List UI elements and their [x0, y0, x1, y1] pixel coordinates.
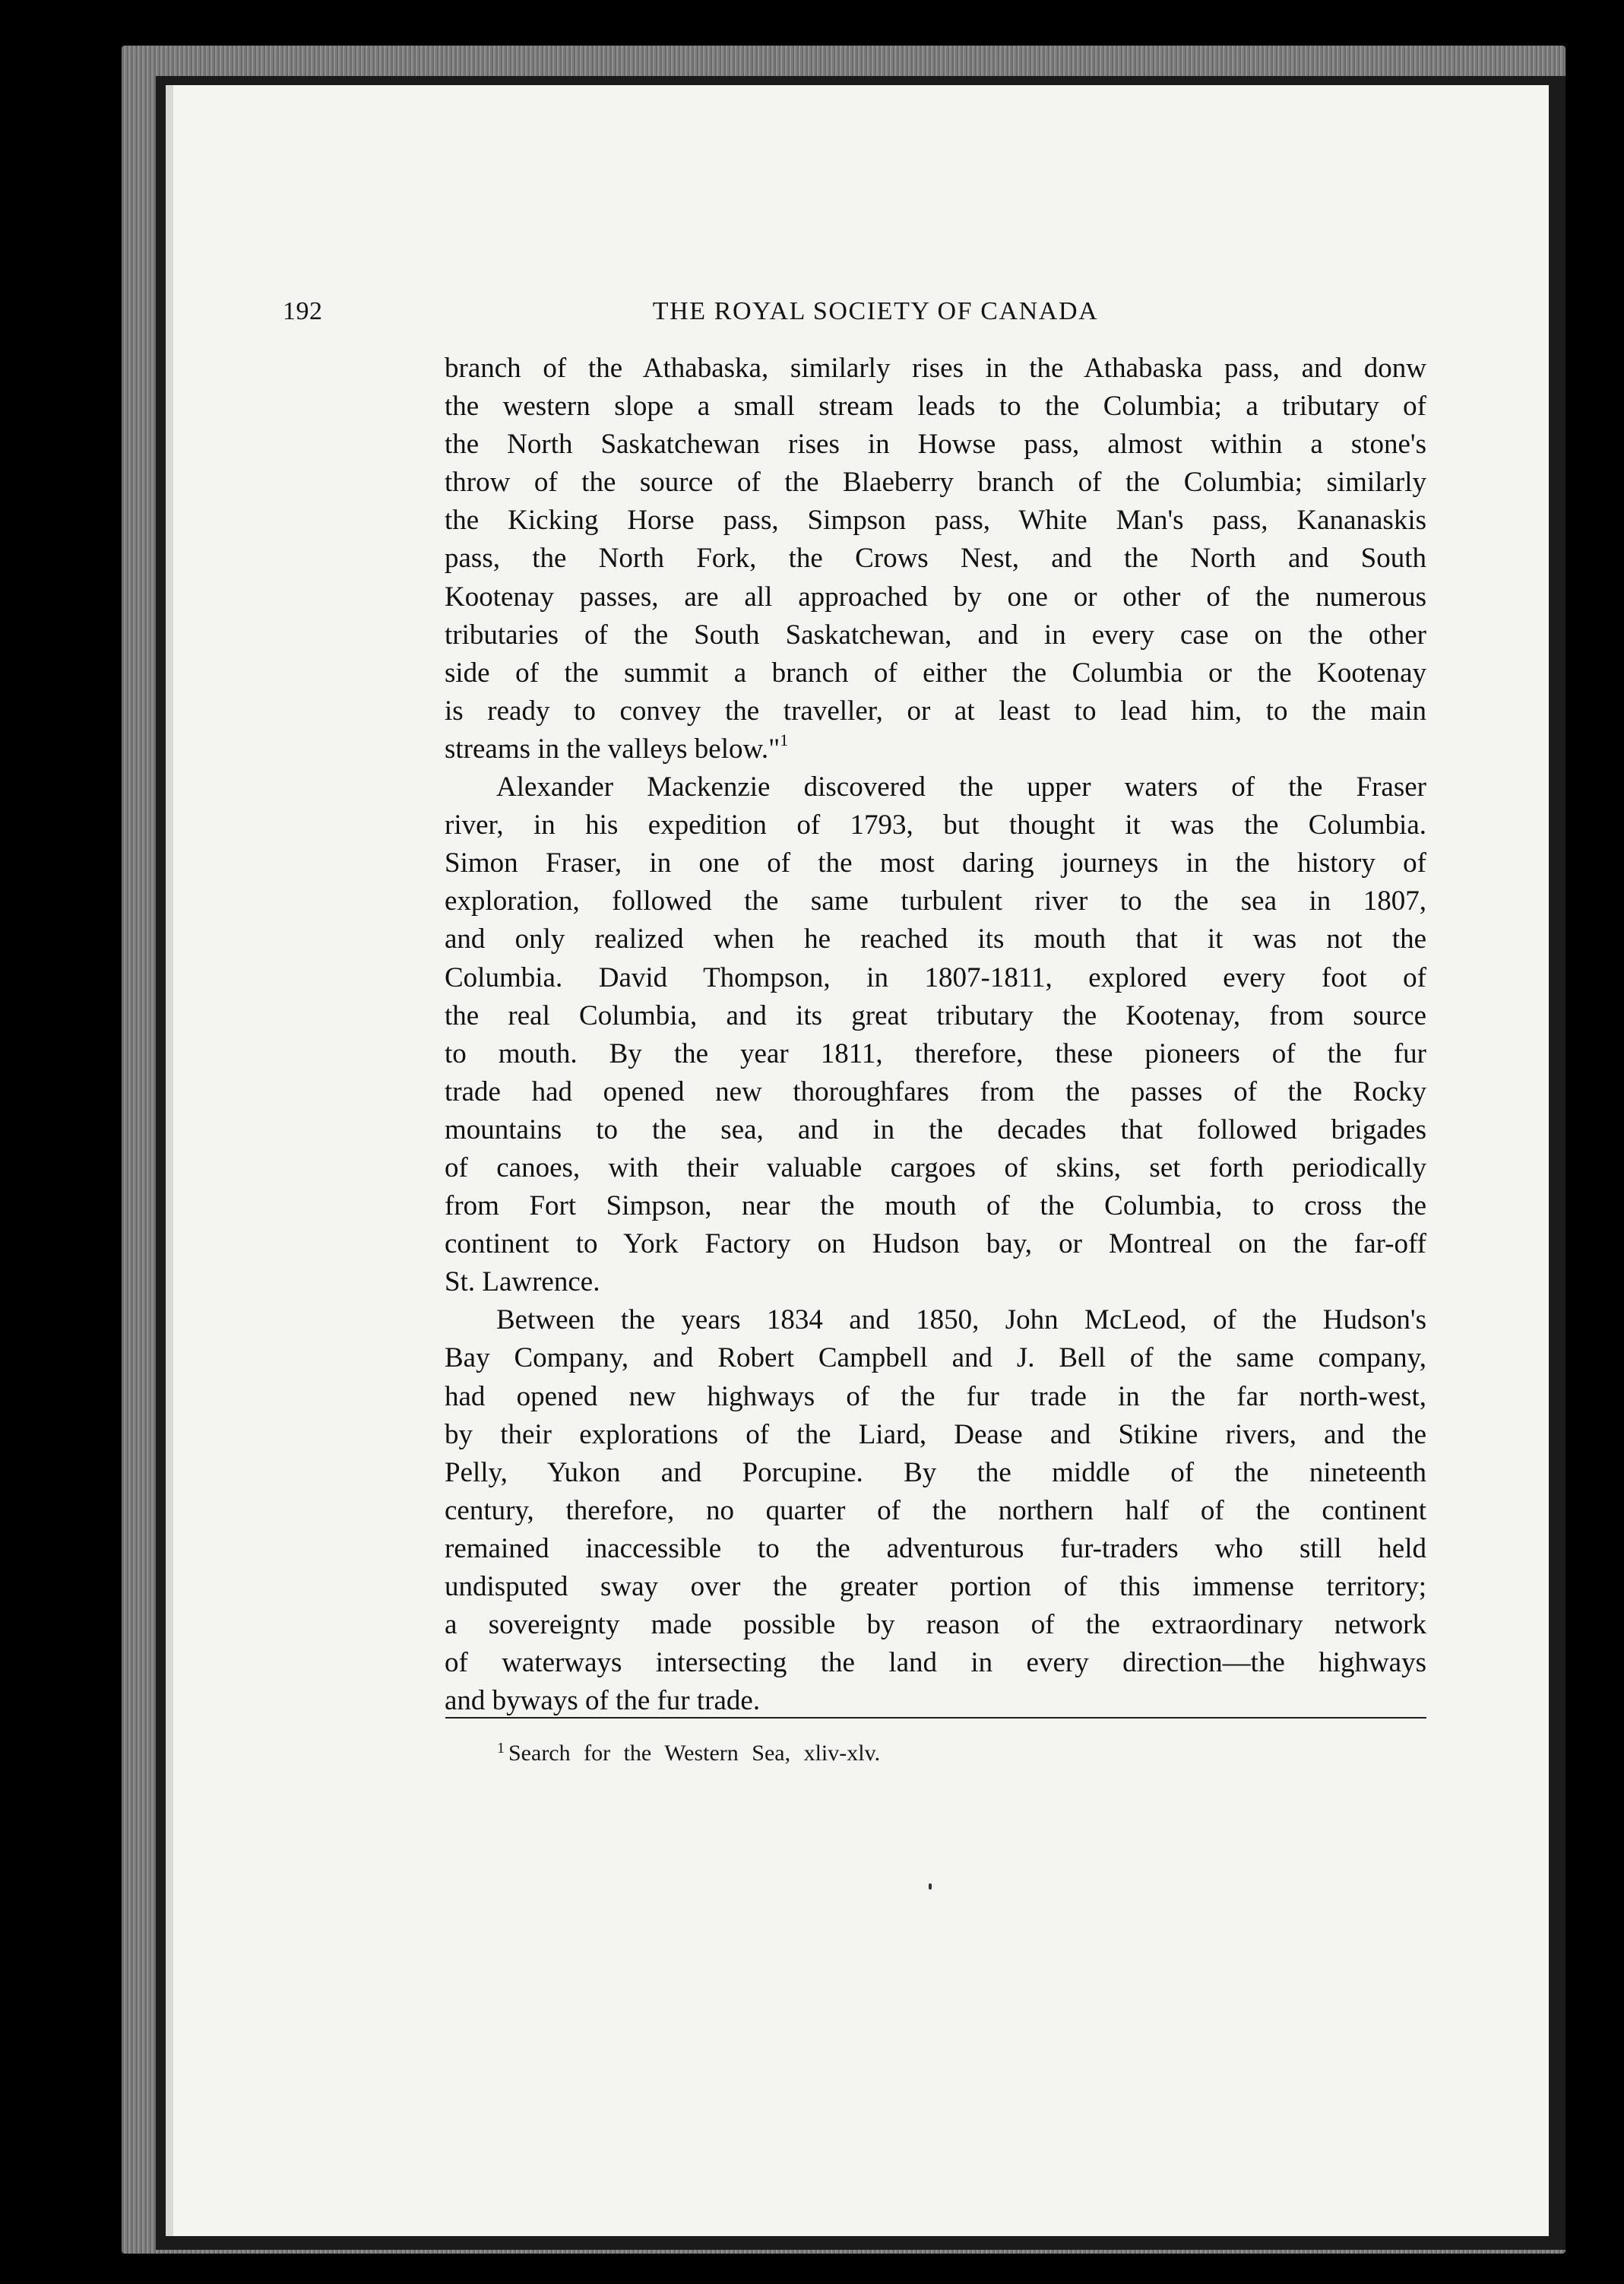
footnote-divider [445, 1717, 1426, 1719]
text-line: to mouth. By the year 1811, therefore, these pioneers of the fur [445, 1037, 1426, 1069]
text-line: Columbia. David Thompson, in 1807-1811, explored every foot of [445, 961, 1426, 993]
text-line: remained inaccessible to the adventurous fur-traders who still held [445, 1532, 1426, 1564]
footnote-reference: 1 [780, 730, 789, 749]
paragraph-last-line: St. Lawrence. [445, 1266, 600, 1298]
text-line: the real Columbia, and its great tributary the Kootenay, from source [445, 999, 1426, 1031]
text-line: throw of the source of the Blaeberry branch of the Columbia; similarly [445, 467, 1426, 499]
text-line: from Fort Simpson, near the mouth of the Columbia, to cross the [445, 1190, 1426, 1222]
paragraph-last-line: and byways of the fur trade. [445, 1685, 761, 1717]
text-line: Kootenay passes, are all approached by one or other of the numerous [445, 581, 1426, 613]
text-line: of waterways intersecting the land in every direction—the highways [445, 1647, 1426, 1679]
paragraph-first-line: Alexander Mackenzie discovered the upper waters of the Fraser [496, 771, 1426, 803]
text-line: trade had opened new thoroughfares from the passes of the Rocky [445, 1075, 1426, 1107]
paragraph-first-line: Between the years 1834 and 1850, John McLeod, of the Hudson's [496, 1304, 1426, 1336]
text-line: side of the summit a branch of either the Columbia or the Kootenay [445, 657, 1426, 689]
text-line: and only realized when he reached its mouth that it was not the [445, 923, 1426, 955]
page-header [283, 293, 1426, 331]
text-line: tributaries of the South Saskatchewan, and in every case on the other [445, 619, 1426, 651]
text-line: the western slope a small stream leads to the Columbia; a tributary of [445, 391, 1426, 423]
text-line: continent to York Factory on Hudson bay, or Montreal on the far-off [445, 1228, 1426, 1260]
text-line: had opened new highways of the fur trade in the far north-west, [445, 1380, 1426, 1412]
page-speck [929, 1883, 932, 1890]
text-line: Bay Company, and Robert Campbell and J. Bell of the same company, [445, 1342, 1426, 1374]
text-line: is ready to convey the traveller, or at least to lead him, to the main [445, 695, 1426, 727]
text-line: branch of the Athabaska, similarly rises in the Athabaska pass, and donw [445, 353, 1426, 384]
text-line: undisputed sway over the greater portion of this immense territory; [445, 1571, 1426, 1602]
text-line: exploration, followed the same turbulent river to the sea in 1807, [445, 885, 1426, 917]
text-line: pass, the North Fork, the Crows Nest, and the North and South [445, 543, 1426, 575]
text-line: streams in the valleys below." [445, 733, 780, 765]
text-line: a sovereignty made possible by reason of the extraordinary network [445, 1609, 1426, 1641]
running-head: THE ROYAL SOCIETY OF CANADA [652, 297, 1099, 325]
body-text [445, 350, 1426, 1720]
text-line: mountains to the sea, and in the decades that followed brigades [445, 1113, 1426, 1145]
text-line: the North Saskatchewan rises in Howse pass, almost within a stone's [445, 429, 1426, 461]
text-line: of canoes, with their valuable cargoes of skins, set forth periodically [445, 1152, 1426, 1183]
page-number: 192 [283, 297, 323, 325]
footnote [497, 1738, 1409, 1772]
footnote-text: Search for the Western Sea, xliv-xlv. [508, 1741, 881, 1766]
text-line: by their explorations of the Liard, Dease and Stikine rivers, and the [445, 1418, 1426, 1450]
text-line: Simon Fraser, in one of the most daring journeys in the history of [445, 847, 1426, 879]
text-line: century, therefore, no quarter of the northern half of the continent [445, 1494, 1426, 1526]
footnote-marker: 1 [497, 1740, 505, 1757]
text-line: Pelly, Yukon and Porcupine. By the middle of the nineteenth [445, 1456, 1426, 1488]
text-line: river, in his expedition of 1793, but thought it was the Columbia. [445, 809, 1426, 841]
text-line: the Kicking Horse pass, Simpson pass, White Man's pass, Kananaskis [445, 505, 1426, 537]
text-line-with-note [445, 730, 1426, 768]
